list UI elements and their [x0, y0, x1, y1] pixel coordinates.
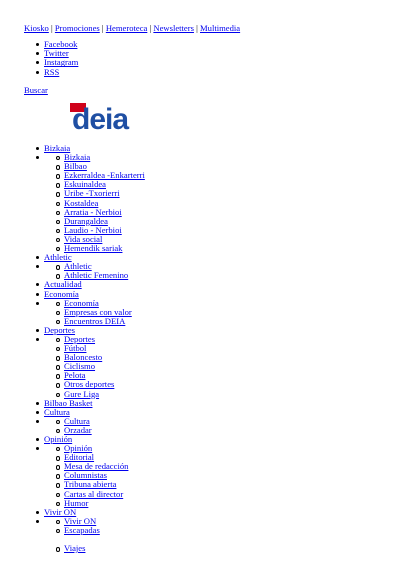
submenu-item[interactable] — [64, 426, 145, 435]
main-navigation — [44, 144, 145, 553]
submenu-label[interactable]: Mesa de redacción — [64, 461, 129, 472]
nav-label[interactable]: Athletic — [44, 252, 72, 263]
submenu-label[interactable]: Eskuinaldea — [64, 179, 106, 190]
separator: | — [51, 23, 53, 33]
submenu-label[interactable]: Bilbao — [64, 161, 87, 172]
nav-label[interactable]: Deportes — [44, 324, 76, 335]
submenu-label[interactable]: Tribuna abierta — [64, 479, 117, 490]
submenu-label[interactable]: Laudio - Nerbioi — [64, 224, 122, 235]
nav-item-bizkaia[interactable] — [44, 144, 145, 153]
submenu-item[interactable] — [64, 544, 145, 553]
deia-logo[interactable] — [68, 101, 154, 133]
submenu-label[interactable]: Orzadar — [64, 424, 92, 435]
newsletters-link[interactable]: Newsletters — [153, 23, 194, 33]
kiosko-link[interactable]: Kiosko — [24, 23, 49, 33]
nav-label[interactable]: Vivir ON — [44, 506, 77, 517]
submenu-label[interactable]: Cartas al director — [64, 488, 124, 499]
top-links-bar — [24, 23, 240, 33]
nav-label[interactable]: Opinión — [44, 434, 73, 444]
submenu-label[interactable]: Arratia - Nerbioi — [64, 206, 122, 217]
submenu-economia — [44, 299, 145, 326]
submenu-label[interactable]: Opinión — [64, 443, 93, 454]
submenu-label[interactable]: Ezkerraldea -Enkarterri — [64, 170, 145, 181]
submenu-label[interactable]: Economía — [64, 297, 99, 308]
submenu-label[interactable]: Escapadas — [64, 524, 100, 535]
submenu-label[interactable]: Durangaldea — [64, 215, 108, 226]
submenu-label[interactable]: Vida social — [64, 233, 103, 244]
submenu-label[interactable]: Uribe -Txorierri — [64, 188, 120, 199]
nav-label[interactable]: Cultura — [44, 406, 70, 417]
submenu-bizkaia — [44, 153, 145, 253]
nav-label[interactable]: Actualidad — [44, 279, 82, 290]
hemeroteca-link[interactable]: Hemeroteca — [105, 23, 148, 33]
search-link[interactable] — [24, 85, 48, 95]
rss-link-text[interactable]: RSS — [44, 66, 60, 77]
submenu-item[interactable] — [64, 317, 145, 326]
submenu-label[interactable]: Empresas con valor — [64, 306, 132, 317]
submenu-label[interactable]: Ciclismo — [64, 361, 96, 372]
facebook-link-text[interactable]: Facebook — [44, 39, 78, 49]
deia-logo-icon — [68, 101, 154, 133]
submenu-item[interactable] — [64, 526, 145, 535]
submenu-label[interactable]: Editorial — [64, 452, 95, 463]
submenu-label[interactable]: Vivir ON — [64, 515, 97, 526]
social-links — [44, 40, 78, 77]
nav-label[interactable]: Bizkaia — [44, 143, 71, 153]
submenu-athletic — [44, 262, 145, 280]
instagram-link-text[interactable]: Instagram — [44, 57, 79, 68]
submenu-label[interactable]: Viajes — [64, 543, 86, 554]
nav-label[interactable]: Bilbao Basket — [44, 397, 93, 408]
submenu-label[interactable]: Encuentros DEIA — [64, 315, 126, 326]
submenu-label[interactable]: Bizkaia — [64, 152, 91, 163]
submenu-label[interactable]: Pelota — [64, 370, 86, 381]
nav-item-cultura[interactable] — [44, 408, 145, 417]
multimedia-link[interactable]: Multimedia — [200, 23, 241, 33]
submenu-label[interactable]: Fútbol — [64, 343, 87, 354]
submenu-label[interactable]: Cultura — [64, 415, 90, 426]
submenu-label[interactable]: Baloncesto — [64, 352, 103, 363]
submenu-label[interactable]: Gure Liga — [64, 388, 100, 399]
submenu-opinion — [44, 444, 145, 508]
submenu-label[interactable]: Columnistas — [64, 470, 107, 481]
logo-text: deia — [72, 103, 129, 133]
submenu-label[interactable]: Athletic — [64, 261, 92, 272]
submenu-cultura — [44, 417, 145, 435]
nav-item-opinion[interactable] — [44, 435, 145, 444]
submenu-label[interactable]: Athletic Femenino — [64, 270, 129, 281]
separator: | — [101, 23, 104, 33]
submenu-label[interactable]: Otros deportes — [64, 379, 115, 390]
rss-link[interactable] — [44, 68, 78, 77]
search-link-text[interactable]: Buscar — [24, 85, 48, 95]
submenu-vivir-on — [44, 517, 145, 553]
submenu-deportes — [44, 335, 145, 399]
separator: | — [196, 23, 198, 33]
submenu-label[interactable]: Kostaldea — [64, 197, 99, 208]
nav-label[interactable]: Economía — [44, 288, 79, 299]
submenu-label[interactable]: Hemendik sariak — [64, 243, 123, 254]
separator: | — [149, 23, 152, 33]
twitter-link-text[interactable]: Twitter — [44, 48, 69, 59]
submenu-label[interactable]: Humor — [64, 497, 89, 508]
nav-item-athletic[interactable] — [44, 253, 145, 262]
submenu-item[interactable] — [64, 244, 145, 253]
promociones-link[interactable]: Promociones — [54, 23, 100, 33]
submenu-label[interactable]: Deportes — [64, 333, 96, 344]
